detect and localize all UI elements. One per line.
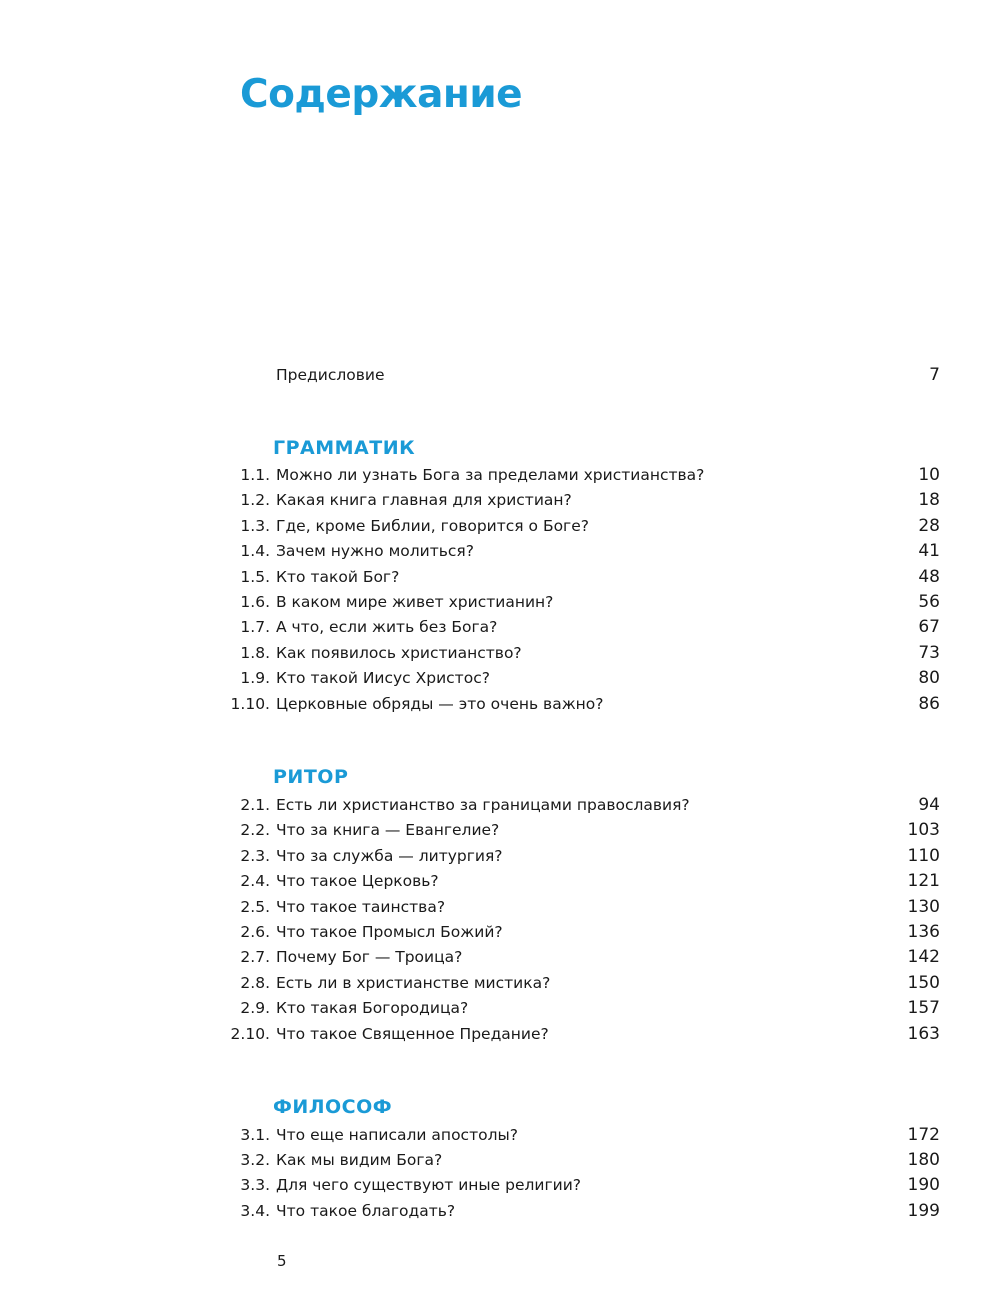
- toc-entry[interactable]: [0, 944, 1000, 970]
- toc-entry-preface[interactable]: [0, 362, 1000, 388]
- toc-entry-title: Как мы видим Бога?: [276, 1151, 443, 1169]
- toc-entry-title: Кто такая Богородица?: [276, 999, 469, 1017]
- toc-entry-number: 1.6.: [240, 593, 270, 611]
- toc-entry-page: 150: [907, 973, 940, 993]
- toc-entry-title: Как появилось христианство?: [276, 644, 522, 662]
- toc-entry[interactable]: [0, 513, 1000, 539]
- toc-entry-page: 163: [907, 1024, 940, 1044]
- toc-entry[interactable]: [0, 995, 1000, 1021]
- toc-entry-page: 67: [918, 617, 940, 637]
- toc-entry[interactable]: [0, 868, 1000, 894]
- toc-entry-title: Какая книга главная для христиан?: [276, 491, 572, 509]
- toc-entry-page: 190: [907, 1175, 940, 1195]
- toc-entry[interactable]: [0, 564, 1000, 590]
- toc-entry[interactable]: [0, 817, 1000, 843]
- toc-entry-title: Что за книга — Евангелие?: [276, 821, 500, 839]
- toc-entry-number: 2.3.: [240, 847, 270, 865]
- toc-entry-title: Предисловие: [276, 366, 385, 384]
- toc-entry[interactable]: [0, 691, 1000, 717]
- toc-entry-number: 3.4.: [240, 1202, 270, 1220]
- toc-entry-title: Кто такой Бог?: [276, 568, 400, 586]
- toc-entry[interactable]: [0, 970, 1000, 996]
- toc-entry[interactable]: [0, 919, 1000, 945]
- toc-entry-number: 1.2.: [240, 491, 270, 509]
- toc-entry-number: 2.5.: [240, 898, 270, 916]
- toc-entry-title: Что такое благодать?: [276, 1202, 456, 1220]
- toc-entry-page: 121: [907, 871, 940, 891]
- toc-entry[interactable]: [0, 894, 1000, 920]
- toc-entry-title: Можно ли узнать Бога за пределами христианства?: [276, 466, 705, 484]
- toc-entry-page: 142: [907, 947, 940, 967]
- toc-entry-number: 1.5.: [240, 568, 270, 586]
- toc-entry[interactable]: [0, 792, 1000, 818]
- toc-entry-number: 1.4.: [240, 542, 270, 560]
- toc-entry-page: 94: [918, 795, 940, 815]
- toc-entry-title: Зачем нужно молиться?: [276, 542, 474, 560]
- toc-entry-number: 2.10.: [230, 1025, 270, 1043]
- toc-entry-number: 3.3.: [240, 1176, 270, 1194]
- toc-entry-number: 2.8.: [240, 974, 270, 992]
- toc-entry-page: 41: [918, 541, 940, 561]
- toc-entry-page: 199: [907, 1201, 940, 1221]
- toc-entry[interactable]: [0, 589, 1000, 615]
- toc-entry-number: 2.6.: [240, 923, 270, 941]
- toc-entry-title: Есть ли в христианстве мистика?: [276, 974, 551, 992]
- toc-entry[interactable]: [0, 665, 1000, 691]
- toc-entry[interactable]: [0, 640, 1000, 666]
- toc-entry-page: 10: [918, 465, 940, 485]
- toc-entry-number: 1.1.: [240, 466, 270, 484]
- toc-entry-page: 56: [918, 592, 940, 612]
- toc-entry-title: Что такое Священное Предание?: [276, 1025, 549, 1043]
- toc-entry-page: 180: [907, 1150, 940, 1170]
- toc-entry[interactable]: [0, 1198, 1000, 1224]
- toc-entry[interactable]: [0, 462, 1000, 488]
- toc-entry-title: Что такое таинства?: [276, 898, 446, 916]
- section-title-ritor: РИТОР: [273, 766, 349, 788]
- toc-entry-number: 2.2.: [240, 821, 270, 839]
- toc-entry-number: 2.7.: [240, 948, 270, 966]
- toc-entry-title: Есть ли христианство за границами православия?: [276, 796, 690, 814]
- toc-entry-page: 48: [918, 567, 940, 587]
- toc-entry-number: 2.1.: [240, 796, 270, 814]
- section-title-grammatik: ГРАММАТИК: [273, 437, 416, 459]
- toc-entry-title: Что еще написали апостолы?: [276, 1126, 518, 1144]
- toc-entry-page: 157: [907, 998, 940, 1018]
- toc-entry-title: Что за служба — литургия?: [276, 847, 503, 865]
- toc-entry-number: 1.10.: [230, 695, 270, 713]
- toc-entry-page: 130: [907, 897, 940, 917]
- toc-entry[interactable]: [0, 1122, 1000, 1148]
- toc-entry-page: 18: [918, 490, 940, 510]
- toc-entry[interactable]: [0, 843, 1000, 869]
- toc-entry[interactable]: [0, 487, 1000, 513]
- toc-entry-number: 3.1.: [240, 1126, 270, 1144]
- toc-entry-number: 1.8.: [240, 644, 270, 662]
- toc-entry-number: 3.2.: [240, 1151, 270, 1169]
- toc-entry[interactable]: [0, 538, 1000, 564]
- toc-entry-title: Почему Бог — Троица?: [276, 948, 463, 966]
- toc-entry-title: Что такое Церковь?: [276, 872, 439, 890]
- toc-entry-title: Для чего существуют иные религии?: [276, 1176, 581, 1194]
- toc-entry-page: 172: [907, 1125, 940, 1145]
- toc-entry-page: 80: [918, 668, 940, 688]
- page-number: 5: [277, 1252, 287, 1270]
- toc-entry-page: 103: [907, 820, 940, 840]
- toc-entry[interactable]: [0, 1172, 1000, 1198]
- toc-entry[interactable]: [0, 614, 1000, 640]
- toc-entry-number: 1.7.: [240, 618, 270, 636]
- section-title-filosof: ФИЛОСОФ: [273, 1096, 393, 1118]
- toc-entry-number: 2.4.: [240, 872, 270, 890]
- toc-entry-title: Церковные обряды — это очень важно?: [276, 695, 604, 713]
- toc-entry[interactable]: [0, 1147, 1000, 1173]
- toc-entry-title: Где, кроме Библии, говорится о Боге?: [276, 517, 589, 535]
- page-title: Содержание: [240, 72, 523, 117]
- toc-entry-page: 136: [907, 922, 940, 942]
- toc-entry-page: 86: [918, 694, 940, 714]
- toc-entry-title: Что такое Промысл Божий?: [276, 923, 503, 941]
- toc-entry-number: 1.9.: [240, 669, 270, 687]
- toc-entry-number: 1.3.: [240, 517, 270, 535]
- toc-entry-page: 110: [907, 846, 940, 866]
- toc-entry-page: 73: [918, 643, 940, 663]
- toc-entry-title: Кто такой Иисус Христос?: [276, 669, 490, 687]
- toc-entry[interactable]: [0, 1021, 1000, 1047]
- toc-entry-page: 7: [929, 365, 940, 385]
- toc-entry-number: 2.9.: [240, 999, 270, 1017]
- toc-entry-title: В каком мире живет христианин?: [276, 593, 554, 611]
- toc-entry-title: А что, если жить без Бога?: [276, 618, 498, 636]
- toc-entry-page: 28: [918, 516, 940, 536]
